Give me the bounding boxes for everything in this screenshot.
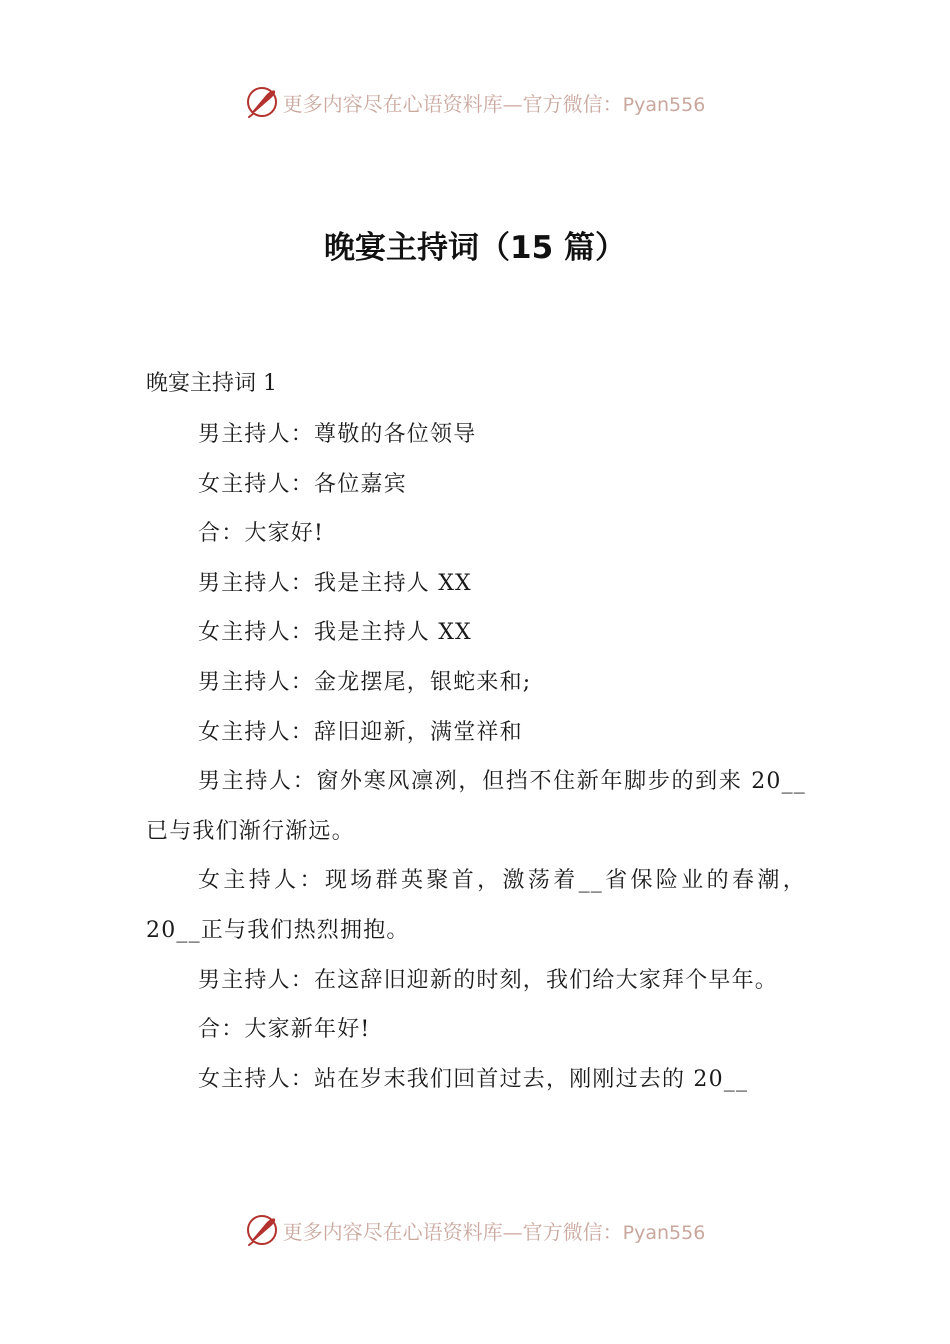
paragraph: 男主持人：我是主持人 XX: [198, 570, 472, 596]
quill-pen-logo-icon: [245, 85, 279, 119]
paragraph: 合：大家好!: [198, 521, 325, 547]
paragraph: 男主持人：金龙摆尾，银蛇来和;: [198, 669, 532, 695]
paragraph: 合：大家新年好!: [198, 1017, 371, 1043]
paragraph: 男主持人：尊敬的各位领导: [198, 422, 477, 447]
paragraph: 女主持人：各位嘉宾: [198, 471, 407, 497]
footer-banner: [0, 1210, 950, 1250]
wechat-id: Pyan556: [622, 93, 706, 116]
paragraph: 男主持人：窗外寒风凛冽，但挡不住新年脚步的到来 20__已与我们渐行渐远。: [146, 769, 806, 844]
paragraph: 男主持人：在这辞旧迎新的时刻，我们给大家拜个早年。: [198, 967, 779, 993]
banner-message: 更多内容尽在心语资料库—官方微信：: [282, 91, 623, 116]
document-title: 晚宴主持词（15 篇）: [324, 230, 626, 266]
paragraph: 女主持人：现场群英聚首，激荡着__省保险业的春潮，20__正与我们热烈拥抱。: [146, 868, 806, 943]
document-body: [146, 410, 806, 1104]
header-banner: [0, 82, 950, 122]
quill-pen-logo-icon: [245, 1213, 279, 1247]
paragraph: 女主持人：我是主持人 XX: [198, 620, 472, 646]
paragraph: 女主持人：辞旧迎新，满堂祥和: [198, 719, 523, 745]
paragraph: 女主持人：站在岁末我们回首过去，刚刚过去的 20__: [198, 1066, 749, 1092]
banner-text: [283, 88, 706, 117]
banner-text: [283, 1216, 706, 1245]
wechat-id: Pyan556: [622, 1221, 706, 1244]
section-heading: 晚宴主持词 1: [146, 371, 277, 396]
banner-message: 更多内容尽在心语资料库—官方微信：: [282, 1219, 623, 1244]
